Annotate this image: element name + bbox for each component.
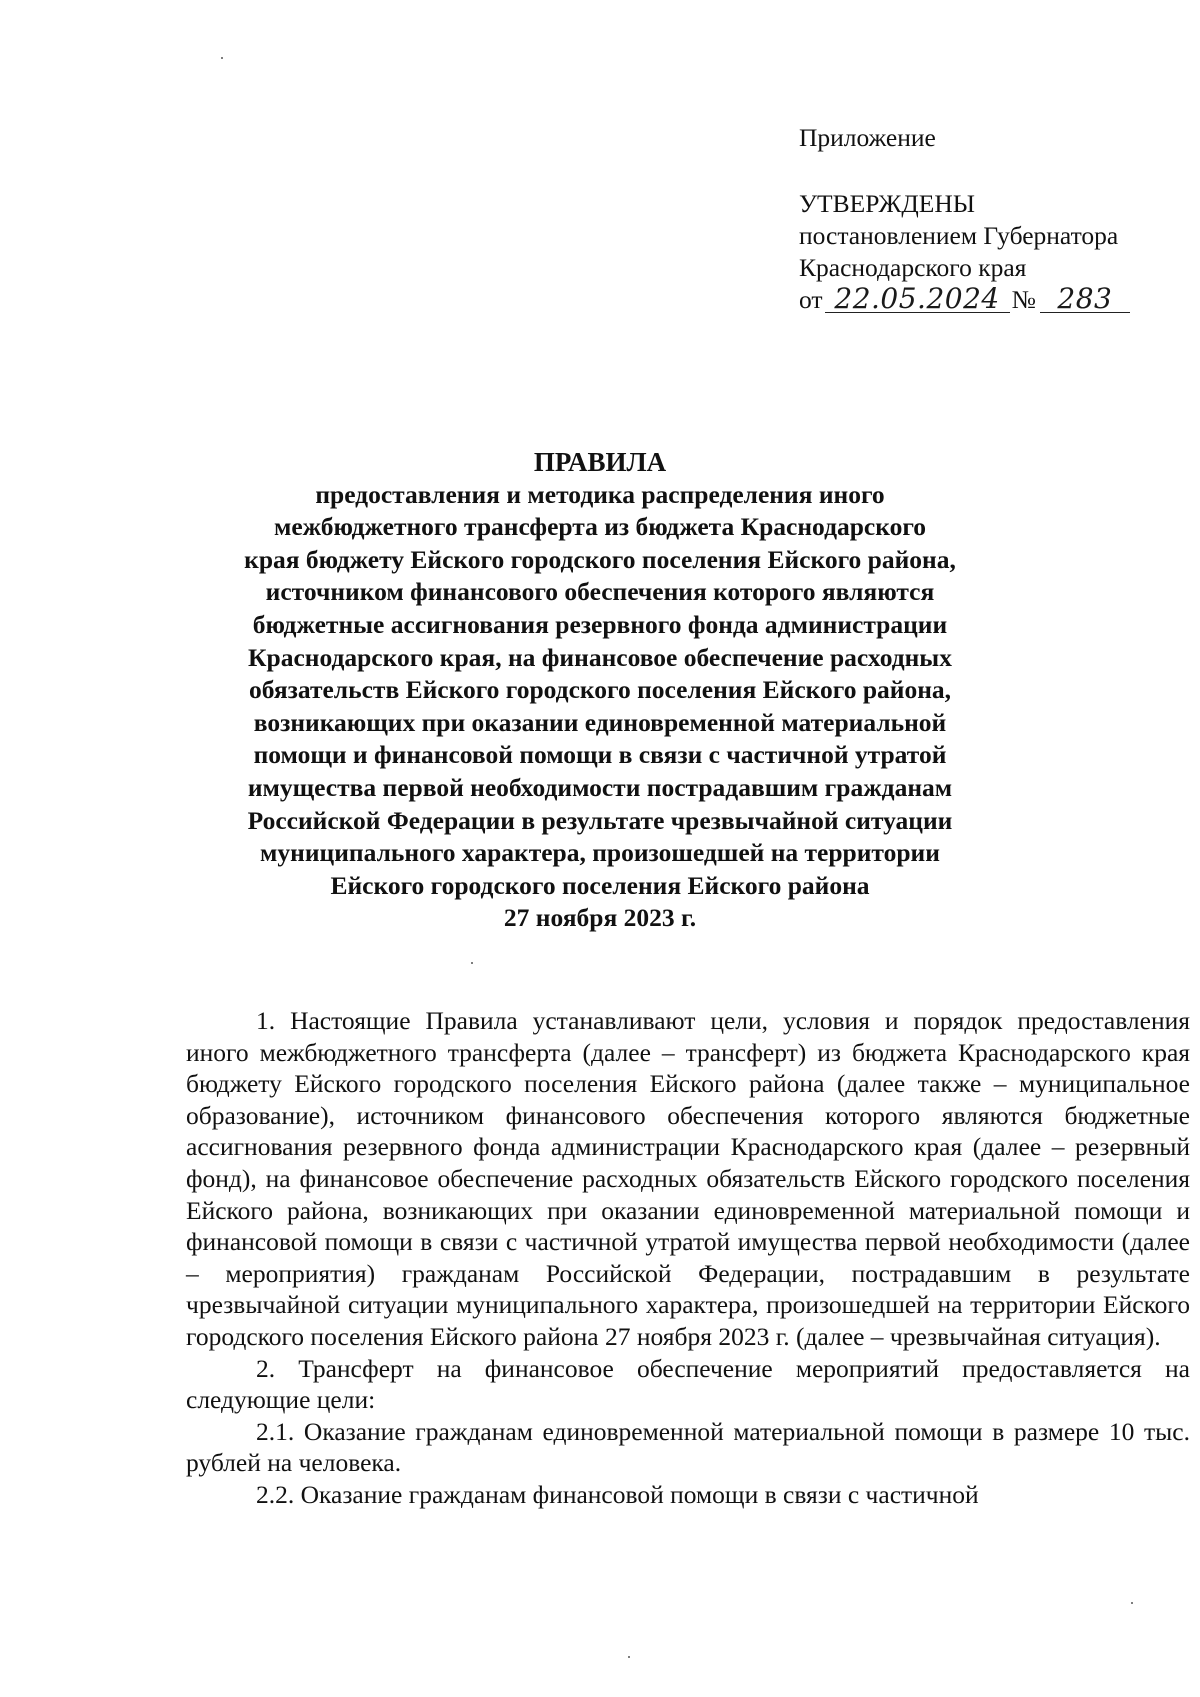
paragraph-2: 2. Трансферт на финансовое обеспечение мероприятий предоставляется на следующие цели: <box>186 1353 1190 1415</box>
document-heading <box>180 446 1020 935</box>
approval-status: УТВЕРЖДЕНЫ <box>799 189 975 218</box>
heading-line: межбюджетного трансферта из бюджета Краснодарского <box>273 512 927 542</box>
paragraph-2-2: 2.2. Оказание гражданам финансовой помощи в связи с частичной <box>256 1479 979 1509</box>
from-label: от <box>799 285 823 314</box>
heading-line: источником финансового обеспечения которого являются <box>265 577 935 607</box>
heading-line: муниципального характера, произошедшей на территории <box>260 838 940 868</box>
heading-line: Ейского городского поселения Ейского района <box>330 870 870 900</box>
appendix-label: Приложение <box>799 123 936 152</box>
heading-line: Краснодарского края, на финансовое обеспечение расходных <box>248 642 952 672</box>
paragraph-2-1: 2.1. Оказание гражданам единовременной материальной помощи в размере 10 тыс. рублей на человека. <box>186 1416 1190 1478</box>
heading-line: имущества первой необходимости пострадавшим гражданам <box>247 772 953 802</box>
decree-reference <box>799 284 1179 318</box>
document-body <box>186 1005 1190 1511</box>
approval-region: Краснодарского края <box>799 253 1027 282</box>
decree-date-handwritten: 22.05.2024 <box>825 286 1010 313</box>
heading-line: края бюджету Ейского городского поселения Ейского района, <box>244 544 956 574</box>
number-label: № <box>1011 285 1036 314</box>
approval-block <box>799 188 1179 318</box>
approval-decree: постановлением Губернатора <box>799 221 1119 250</box>
heading-line: предоставления и методика распределения иного <box>315 479 885 509</box>
heading-line: обязательств Ейского городского поселения Ейского района, <box>248 675 952 705</box>
scan-speck <box>221 57 223 59</box>
decree-number-handwritten: 283 <box>1040 286 1130 313</box>
document-title: ПРАВИЛА <box>533 447 667 477</box>
scan-speck <box>628 1656 630 1658</box>
heading-line: помощи и финансовой помощи в связи с частичной утратой <box>253 740 947 770</box>
paragraph-1: 1. Настоящие Правила устанавливают цели, условия и порядок предоставления иного межбюджетного трансферта (далее – трансферт) из бюджета Краснодарского края бюджету Ейского городского поселения Ейского района (далее также – муниципальное образование), источником финансового обеспечения которого являются бюджетные ассигнования резервного фонда администрации Краснодарского края (далее – резервный фонд), на финансовое обеспечение расходных обязательств Ейского городского поселения Ейского района, возникающих при оказании единовременной материальной помощи и финансовой помощи в связи с частичной утратой имущества первой необходимости (далее – мероприятия) гражданам Российской Федерации, пострадавшим в результате чрезвычайной ситуации муниципального характера, произошедшей на территории Ейского городского поселения Ейского района 27 ноября 2023 г. (далее – чрезвычайная ситуация). <box>186 1006 1190 1351</box>
heading-line: 27 ноября 2023 г. <box>503 903 697 933</box>
heading-line: бюджетные ассигнования резервного фонда администрации <box>252 609 948 639</box>
heading-line: возникающих при оказании единовременной материальной <box>253 707 947 737</box>
heading-line: Российской Федерации в результате чрезвычайной ситуации <box>247 805 953 835</box>
scan-speck <box>471 962 473 964</box>
scan-speck <box>1131 1602 1133 1604</box>
